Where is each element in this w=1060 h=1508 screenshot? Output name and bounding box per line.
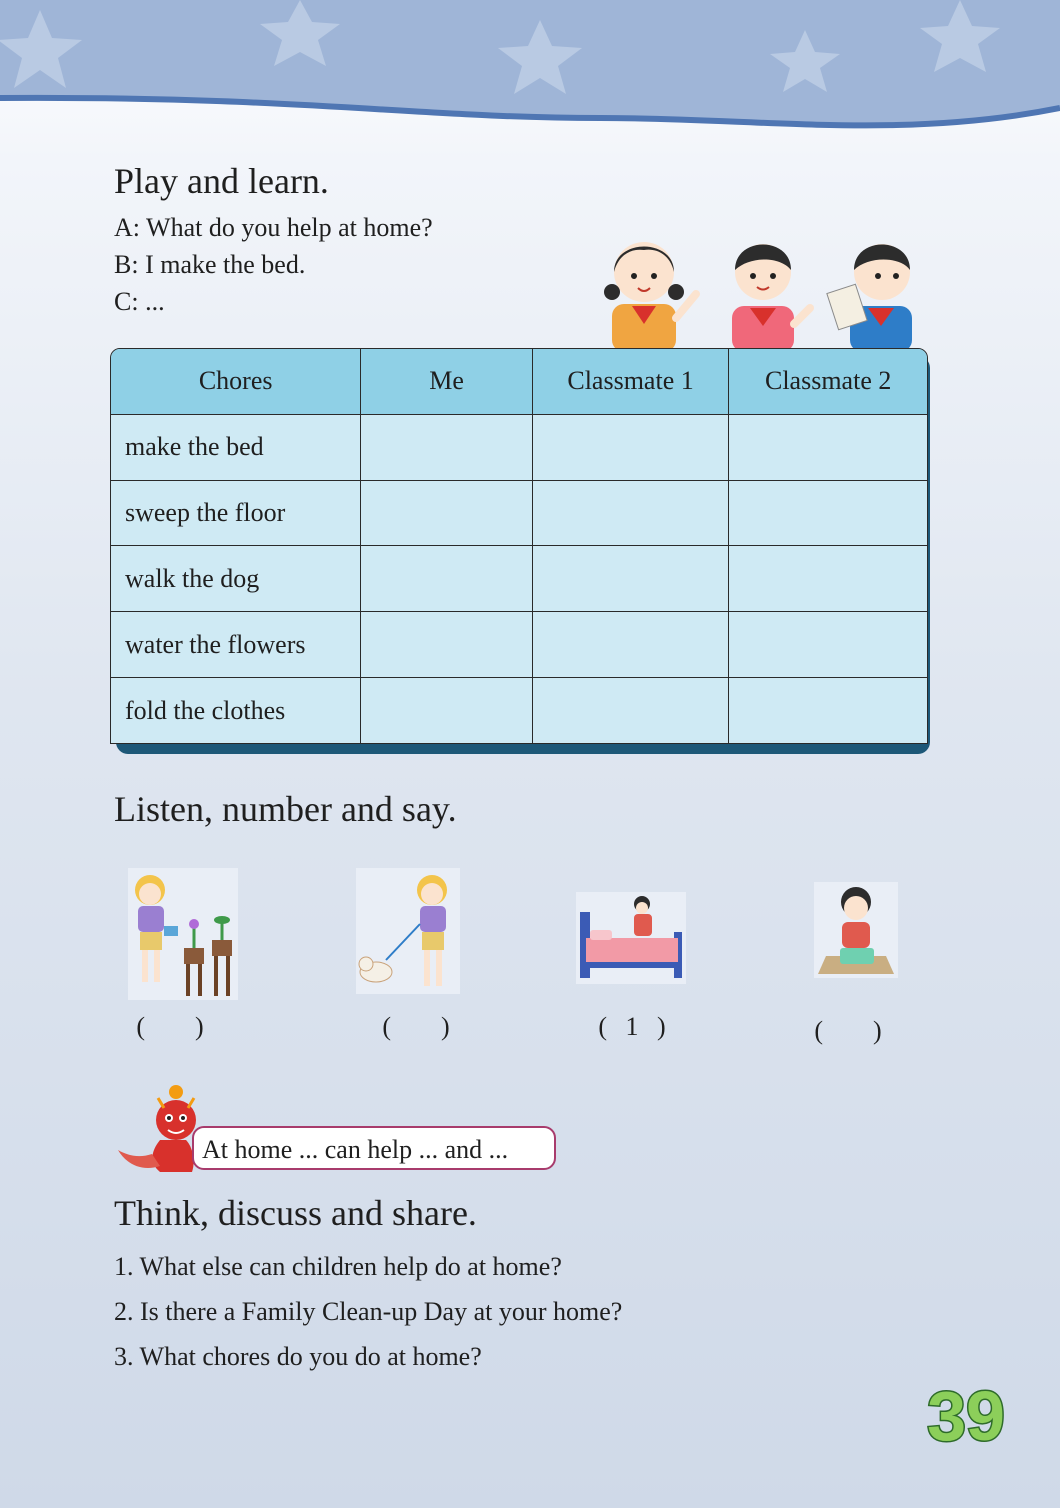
- answer-blank-2[interactable]: ( ): [382, 1012, 450, 1041]
- chore-cell: sweep the floor: [111, 481, 361, 547]
- answer-cell[interactable]: [361, 415, 532, 481]
- answer-cell[interactable]: [533, 415, 730, 481]
- header-classmate-2: Classmate 2: [729, 349, 927, 415]
- chore-cell: fold the clothes: [111, 678, 361, 743]
- question-2: 2. Is there a Family Clean-up Day at your home?: [114, 1297, 623, 1326]
- section-title-play-and-learn: Play and learn.: [114, 161, 329, 201]
- header-me: Me: [361, 349, 532, 415]
- table-row: [111, 415, 927, 481]
- answer-cell[interactable]: [361, 678, 532, 743]
- answer-cell[interactable]: [729, 678, 927, 743]
- header-chores: Chores: [111, 349, 361, 415]
- chore-cell: water the flowers: [111, 612, 361, 678]
- section-title-think-discuss-share: Think, discuss and share.: [114, 1193, 477, 1233]
- header-classmate-1: Classmate 1: [533, 349, 730, 415]
- chore-cell: walk the dog: [111, 546, 361, 612]
- dialog-line-a: A: What do you help at home?: [114, 213, 433, 242]
- answer-cell[interactable]: [533, 481, 730, 547]
- speech-bubble: At home ... can help ... and ...: [192, 1126, 556, 1170]
- chore-cell: make the bed: [111, 415, 361, 481]
- question-3: 3. What chores do you do at home?: [114, 1342, 482, 1371]
- dialog-line-c: C: ...: [114, 287, 165, 316]
- answer-cell[interactable]: [533, 546, 730, 612]
- question-1: 1. What else can children help do at home?: [114, 1252, 562, 1281]
- three-kids-illustration: [600, 232, 920, 352]
- header-star-band: [0, 0, 1060, 150]
- table-row: [111, 678, 927, 743]
- answer-cell[interactable]: [729, 612, 927, 678]
- chores-table: [110, 348, 928, 744]
- girl-making-bed-icon: [576, 892, 686, 984]
- page-number: [916, 1380, 1016, 1450]
- answer-cell[interactable]: [533, 612, 730, 678]
- table-row: [111, 612, 927, 678]
- answer-cell[interactable]: [729, 415, 927, 481]
- chores-table-container: [110, 348, 930, 754]
- dialog-line-b: B: I make the bed.: [114, 250, 306, 279]
- answer-blank-1[interactable]: ( ): [136, 1012, 204, 1041]
- answer-blank-4[interactable]: ( ): [814, 1016, 882, 1045]
- answer-blank-3[interactable]: ( 1 ): [598, 1012, 666, 1041]
- table-row: [111, 481, 927, 547]
- answer-cell[interactable]: [361, 612, 532, 678]
- page-number-text: 39: [927, 1380, 1005, 1450]
- answer-cell[interactable]: [361, 481, 532, 547]
- answer-value-3: 1: [625, 1012, 639, 1041]
- answer-cell[interactable]: [533, 678, 730, 743]
- answer-cell[interactable]: [729, 481, 927, 547]
- table-row: [111, 546, 927, 612]
- girl-walking-dog-icon: [356, 868, 460, 994]
- girl-folding-clothes-icon: [814, 882, 898, 978]
- table-header-row: [111, 349, 927, 415]
- section-title-listen-number-say: Listen, number and say.: [114, 789, 457, 829]
- answer-cell[interactable]: [361, 546, 532, 612]
- answer-cell[interactable]: [729, 546, 927, 612]
- girl-watering-flowers-icon: [128, 868, 238, 1000]
